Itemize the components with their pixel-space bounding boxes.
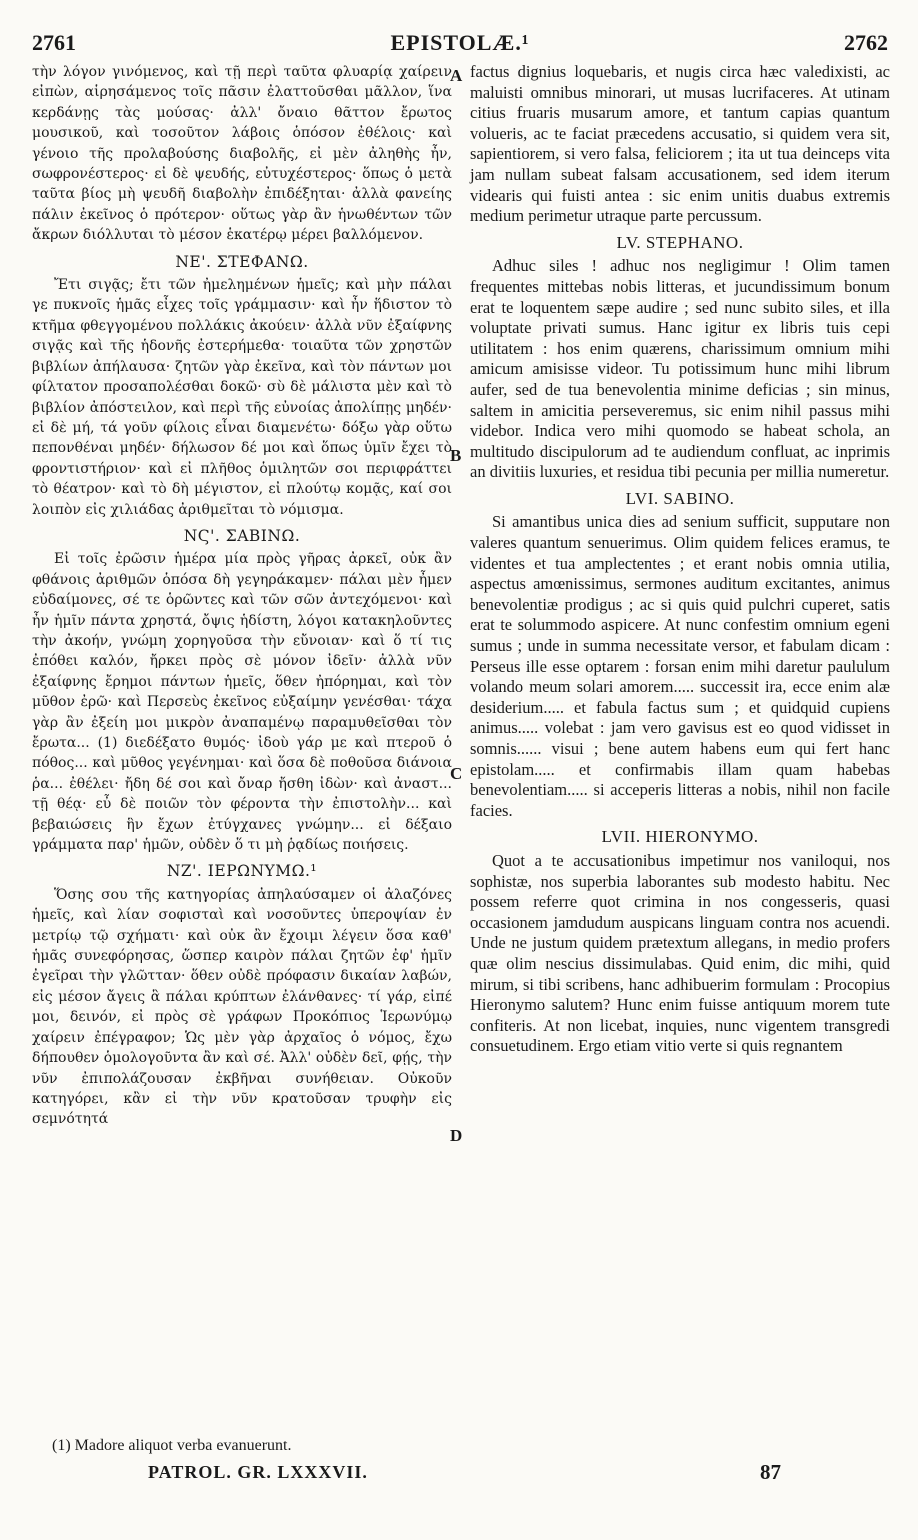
greek-intro-text: τὴν λόγον γινόμενος, καὶ τῇ περὶ ταῦτα φλυαρίᾳ χαίρειν εἰπὼν, αἱρησάμενος τοῖς πᾶσιν ἐλαττοῦσθαι μᾶλλον, ἵνα κερδάνῃς τὰς μούσας· ἀλλ' ὄναιο θᾶττον ἔρωτος μουσικοῦ, καὶ τοσοῦτον λάβοις ὁπόσον ἐθέλοις· καὶ γένοιο τῆς προλαβούσης διαβολῆς, εἰ μὲν ἀληθὴς ἦν, σωφρονέστερος· εἰ δὲ ψευδής, εὐτυχέστερος· ὅπως ὁ μετὰ ταῦτα βίος μὴ ψευδῆ διαβολὴν ἐπιδέξηται· ἀλλὰ φανείης πάλιν ἐκεῖνος ὁ πρότερον· οὕτως γὰρ ἂν ἡνωθέντων τῶν ἄκρων διόλλυται τὸ μέσον ἑκατέρῳ μέρει βαλλόμενον. — [32, 64, 452, 244]
latin-letter-56-heading: LVI. SABINO. — [625, 488, 735, 508]
latin-intro-section — [470, 62, 890, 227]
margin-marker-a: A — [450, 66, 463, 85]
greek-letter-55-text: Ἔτι σιγᾷς; ἔτι τῶν ἠμελημένων ἡμεῖς; καὶ μὴν πάλαι γε πυκνοῖς ἡμᾶς εἶχες τοῖς γράμμασιν· καὶ ἦν ἥδιστον τὸ κτῆμα φθεγγομένου πολλάκις ἀκούειν· ἀλλὰ νῦν ἐξαίφνης σιγᾷς καὶ τῆς ἡδονῆς ἐστερήμεθα· τοιαῦτα τῶν χρηστῶν βιβλίων ἀπήλαυσα· ζητῶν γὰρ ἐκεῖνα, καὶ τὸν πάντων μοι φίλτατον προσαπολέσθαι δοκῶ· σὺ δὲ μάλιστα μὲν καὶ τὸ βιβλίον ἀπόστειλον, καὶ περὶ τῆς εὐνοίας ἀπολίπῃς μηδέν· εἰ δὲ μή, τά γοῦν φίλοις εἶναι διαμενέτω· δόξω γὰρ οὕτω πεπονθέναι μηδέν· δήλωσον δέ μοι καὶ ὅπως ὑμῖν ἔχει τὸ φροντιστήριον· καὶ εἰ πλῆθος ὁμιλητῶν σοι περιφράττει τὸ θέατρον· καὶ τὸ δὴ μέγιστον, εἰ πλούτῳ κομᾷς, καί σοι λοιπὸν εἰς χιλιάδας ἀριθμεῖται τὸ νόμισμα. — [32, 277, 452, 518]
greek-letter-55-heading: ΝΕ'. ΣΤΕΦΑΝΩ. — [175, 252, 309, 271]
latin-letter-55-heading: LV. STEPHANO. — [616, 232, 744, 252]
footnote: (1) Madore aliquot verba evanuerunt. — [52, 1437, 292, 1454]
signature-number: 87 — [760, 1460, 781, 1484]
volume-signature: PATROL. GR. LXXXVII. — [148, 1462, 368, 1482]
greek-letter-57 — [32, 861, 452, 1129]
latin-intro-text: factus dignius loquebaris, et nugis circa hæc valedixisti, ac maluisti omnibus minorari, ut musas lucrifaceres. At utinam citius fruaris musarum amore, et tantum capias quantum volueris, ac te faciat præcedens accusatio, si quidem vera sit, sapientiorem, si vero falsa, feliciorem ; ita ut tua deinceps vita jam nullam subeat falsam accusationem, sed idem iterum videaris qui fuisti antea : sic enim unitis duabus extremis medium perimetur utraque parte percussum. — [470, 62, 890, 226]
latin-letter-55-text: Adhuc siles ! adhuc nos negligimur ! Olim tamen frequentes mittebas nobis litteras, et jucundissimum bonum erat te loquentem sæpe audire ; sed nunc subito siles, et illa voluptate privati sumus. Hanc igitur ex libris tuis cepi utilitatem : hos enim quærens, charissimum omnium mihi amicum amisisse videor. Tu potissimum hunc mihi librum aufer, sed de tua benevolentia minime deficias ; sin minus, saltem in amicitia perseveremus, sic enim nihil passus mihi videbor. Indica vero mihi quomodo se habeat schola, an multitudo discipulorum ad te audiendum confluat, ac inprimis an divitiis luxuries, et residua tibi pecunia per millia numeretur. — [470, 256, 890, 482]
latin-letter-55 — [470, 233, 890, 483]
margin-marker-d: D — [450, 1126, 463, 1145]
greek-letter-57-heading: ΝΖ'. ΙΕΡΩΝΥΜΩ.¹ — [166, 862, 318, 881]
greek-letter-55 — [32, 252, 452, 520]
latin-column — [470, 62, 890, 1063]
margin-marker-c: C — [450, 764, 463, 783]
running-title: EPISTOLÆ.¹ — [390, 30, 530, 55]
latin-letter-56 — [470, 489, 890, 822]
latin-letter-57-text: Quot a te accusationibus impetimur nos vaniloqui, nos sophistæ, nos superbia laborantes sub modesto habitu. Nec possem referre quot crimina in nos congesseris, quasi occasionem jamdudum auspicans linguam contra nos acuendi. Unde ne justum quidem prætextum allegans, in medio profers quæ olim nescius dissimulabas. Quid enim, dic mihi, quid mirum, si tibi scribens, hanc adhibuerim formulam : Procopius Hieronymo salutem? Hunc enim fuisse antiquum morem tute confiteris. At non licebat, inquies, nunc vigentem transgredi consuetudinem. Ergo etiam vitio verte si quis regnantem — [470, 850, 890, 1056]
page-number-left: 2761 — [32, 30, 76, 55]
greek-column — [32, 62, 452, 1136]
latin-letter-57-heading: LVII. HIERONYMO. — [601, 827, 759, 847]
latin-letter-56-text: Si amantibus unica dies ad senium sufficit, supputare non valeres quantum senuerimus. Olim quidem felices eramus, te videntes et tua amplectentes ; et erant nobis omnia utilia, aspectus amœnissimus, sermones auditum excitantes, animus benevolentiæ prodigus ; ac si quis quid pulchri cuperet, satis erat te solummodo aspicere. At nunc confestim omnium egeni sumus ; unde in summa necessitate versor, et fabulam dicam : Perseus ille esse optarem : forsan enim mihi daretur paululum volando meum solari amorem..... successit ira, ecce enim alæ desiderium..... et fabula factus sum ; et quidquid cupiens animus..... volebat : jam vero gavisus est eo quod vidisset in somnis...... visui ; bene autem habens eum qui fert hanc epistolam..... et confirmabis illam quam habebas benevolentiam..... si acceperis litteras a nobis, nihil non facile facies. — [470, 512, 890, 820]
greek-letter-56-text: Εἰ τοῖς ἐρῶσιν ἡμέρα μία πρὸς γῆρας ἀρκεῖ, οὐκ ἂν φθάνοις ἀριθμῶν ὁπόσα δὴ γεγηράκαμεν· πάλαι μὲν ἦμεν εὐδαίμονες, σέ τε ὁρῶντες καὶ τῶν σῶν ἀντεχόμενοι· καὶ ἦν ἡμῖν πάντα χρηστά, ὄψις ἡδίστη, λόγοι κατακηλοῦντες τὴν ἀκοήν, γνώμη χορηγοῦσα τὴν εὔνοιαν· καὶ ὅ τί τις ἐπόθει καλόν, ἤρκει πρὸς σὲ μόνον ἰδεῖν· ἀλλὰ νῦν ἐξαίφνης ἔρημοι πάντων ἡμεῖς, ὅθεν ἠπόρημαι, καὶ τὸν μῦθον ἐρῶ· καὶ Περσεὺς ἐκεῖνος εὐξαίμην γενέσθαι· τάχα γὰρ ἂν ἐξείη μοι μικρὸν ἀναπαμένῳ παραμυθεῖσθαι τὸν ἔρωτα... (1) διεδέξατο θυμός· ἰδοὺ γάρ με καὶ πτεροῦ ὁ πόθος... καὶ μῦθος γεγένημαι· καὶ ὅσα δὲ ποθοῦσα διάνοια ῥα... ἐθέλει· ἤδη δέ σοι καὶ ὄναρ ἤσθη ἰδὼν· καὶ ἀναστ... τῇ θέᾳ· εὖ δὲ ποιῶν τὸν φέροντα τὴν ἐπιστολὴν... καὶ βεβαιώσεις ἣν ἔχων ἐτύγχανες γνώμην... εἰ δέξαιο γράμματα παρ' ἡμῶν, οὐδὲν ὅ τι μὴ ῥᾳδίως ποιήσεις. — [32, 551, 452, 854]
greek-letter-56-heading: ΝϚ'. ΣΑΒΙΝΩ. — [183, 526, 301, 545]
latin-letter-57 — [470, 827, 890, 1057]
page-number-right: 2762 — [844, 30, 888, 55]
greek-letter-57-text: Ὅσης σου τῆς κατηγορίας ἀπηλαύσαμεν οἱ ἀλαζόνες ἡμεῖς, καὶ λίαν σοφισταὶ καὶ νοσοῦντες ὑπεροψίαν ἐν μετρίῳ τῷ σχήματι· καὶ οὐκ ἂν ἔχοιμι λέγειν ὅσα καθ' ἡμᾶς συνεφόρησας, ὥσπερ καιρὸν πάλαι ζητῶν ἐφ' ἡμῖν ἐγεῖραι τὴν γλῶτταν· ὅθεν οὐδὲ πρόφασιν δικαίαν λαβών, εἰς μέσον ἄγεις ἃ πάλαι κρύπτων ἐλάνθανες· τί γάρ, εἰπέ μοι, δεινόν, εἰ πρὸς σὲ γράφων Προκόπιος Ἱερωνύμῳ χαίρειν ἐπέγραφον; Ὡς μὲν γὰρ ἀρχαῖος ὁ νόμος, ἔχω δήπουθεν ὁμολογοῦντα ἂν καὶ σέ. Ἀλλ' οὐδὲν δεῖ, φῄς, τὴν νῦν ἐπιπολάζουσαν ἐκβῆναι συνήθειαν. Οὐκοῦν κατηγόρει, κἂν εἰ τὴν νῦν κρατοῦσαν τρυφὴν εἰς σεμνότητά — [32, 886, 452, 1128]
page-header — [32, 30, 888, 60]
greek-letter-56 — [32, 526, 452, 856]
greek-intro-section — [32, 62, 452, 246]
margin-marker-b: B — [450, 446, 462, 465]
